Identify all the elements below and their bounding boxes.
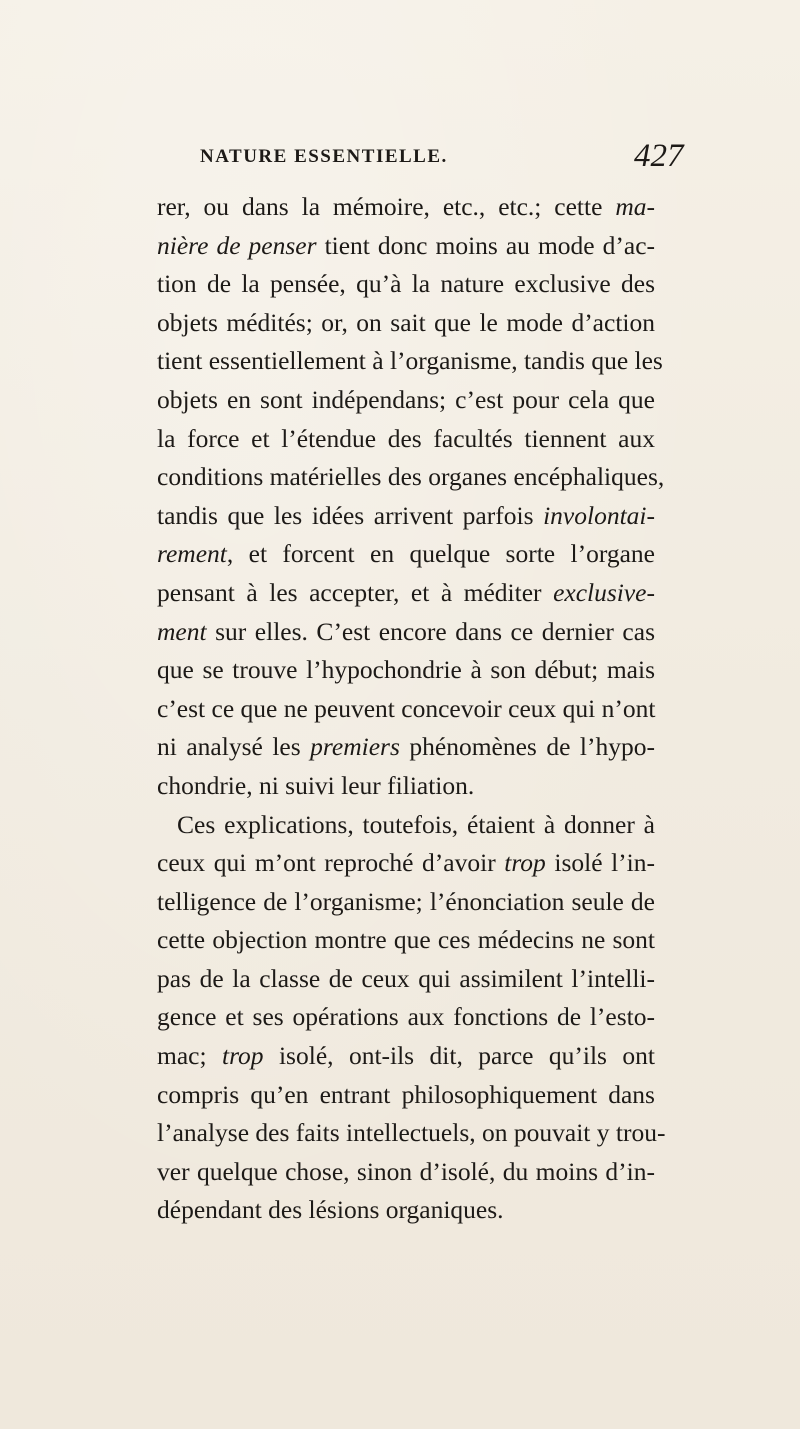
text-line: conditions matérielles des organes encéphaliques, xyxy=(157,462,665,492)
text-line: ment sur elles. C’est encore dans ce dernier cas xyxy=(157,616,655,646)
body-text xyxy=(157,188,666,1230)
text-line: la force et l’étendue des facultés tiennent aux xyxy=(157,423,655,453)
text-line: objets médités; or, on sait que le mode d’action xyxy=(157,307,655,337)
text-line: tion de la pensée, qu’à la nature exclusive des xyxy=(157,269,655,299)
running-title: NATURE ESSENTIELLE. xyxy=(200,146,448,167)
text-line: rer, ou dans la mémoire, etc., etc.; cette ma- xyxy=(157,192,655,221)
text-line: telligence de l’organisme; l’énonciation seule de xyxy=(157,886,655,916)
page-number: 427 xyxy=(634,138,684,174)
text-line: tient essentiellement à l’organisme, tandis que les xyxy=(157,346,663,376)
text-line: nière de penser tient donc moins au mode d’ac- xyxy=(157,230,655,260)
text-line-paragraph-end: chondrie, ni suivi leur filiation. xyxy=(157,770,475,800)
text-line-paragraph-end: dépendant des lésions organiques. xyxy=(157,1195,504,1225)
text-line: pas de la classe de ceux qui assimilent l’intelli- xyxy=(157,963,655,993)
text-line: gence et ses opérations aux fonctions de l’esto- xyxy=(157,1002,655,1032)
text-line: tandis que les idées arrivent parfois involontai- xyxy=(157,500,655,530)
text-line: cette objection montre que ces médecins ne sont xyxy=(157,925,655,955)
text-line: mac; trop isolé, ont-ils dit, parce qu’ils ont xyxy=(157,1041,655,1071)
text-line: rement, et forcent en quelque sorte l’organe xyxy=(157,539,655,569)
text-line: c’est ce que ne peuvent concevoir ceux qui n’ont xyxy=(157,693,656,723)
text-line: ni analysé les premiers phénomènes de l’hypo- xyxy=(157,732,655,762)
text-line: compris qu’en entrant philosophiquement dans xyxy=(157,1079,655,1109)
text-line-paragraph-start: Ces explications, toutefois, étaient à donner à xyxy=(177,809,655,839)
page-header xyxy=(0,138,800,178)
text-line: ceux qui m’ont reproché d’avoir trop isolé l’in- xyxy=(157,848,655,878)
text-line: ver quelque chose, sinon d’isolé, du moins d’in- xyxy=(157,1156,655,1186)
text-line: objets en sont indépendans; c’est pour cela que xyxy=(157,384,655,414)
text-line: pensant à les accepter, et à méditer exclusive- xyxy=(157,577,655,607)
text-line: l’analyse des faits intellectuels, on pouvait y trou- xyxy=(157,1118,666,1148)
text-line: que se trouve l’hypochondrie à son début; mais xyxy=(157,655,655,685)
